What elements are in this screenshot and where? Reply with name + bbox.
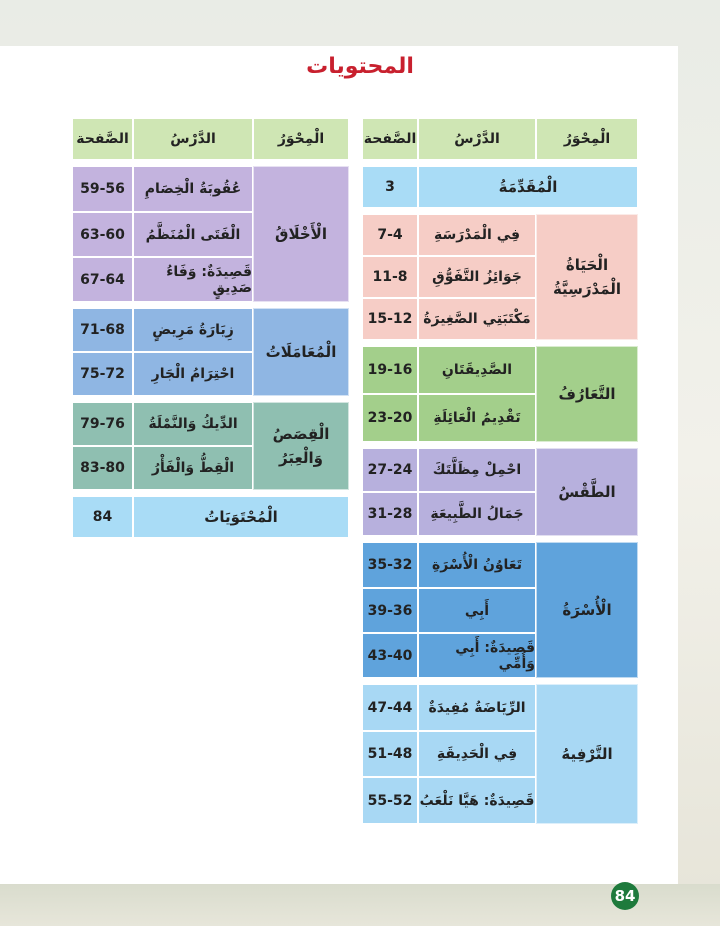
header-axis: الْمِحْوَرُ bbox=[536, 118, 638, 160]
lesson-page: 63-60 bbox=[72, 212, 133, 257]
intro-lesson: الْمُقَدِّمَةُ bbox=[418, 166, 638, 208]
axis-dealings: الْمُعَامَلَاتُ bbox=[253, 308, 349, 396]
lesson-page: 19-16 bbox=[362, 346, 418, 394]
table-header-left bbox=[72, 118, 349, 160]
lesson-title: قَصِيدَةٌ: وَفَاءُ صَدِيقٍ bbox=[133, 257, 253, 302]
lesson-page: 27-24 bbox=[362, 448, 418, 492]
lesson-title: قَصِيدَةٌ: أَبِي وَأُمِّي bbox=[418, 633, 536, 678]
header-lesson: الدَّرْسُ bbox=[418, 118, 536, 160]
group-family bbox=[362, 542, 638, 678]
lesson-title: قَصِيدَةٌ: هَيَّا نَلْعَبُ bbox=[418, 777, 536, 824]
lesson-page: 55-52 bbox=[362, 777, 418, 824]
contents-row[interactable] bbox=[72, 496, 349, 538]
header-page: الصَّفحة bbox=[362, 118, 418, 160]
header-page: الصَّفحة bbox=[72, 118, 133, 160]
table-row[interactable] bbox=[72, 402, 253, 446]
table-row[interactable] bbox=[362, 588, 536, 633]
lesson-page: 43-40 bbox=[362, 633, 418, 678]
lesson-title: تَقْدِيمُ الْعَائِلَةِ bbox=[418, 394, 536, 442]
lesson-title: الصَّدِيقَتَانِ bbox=[418, 346, 536, 394]
lesson-title: الْقِطُّ وَالْفَأْرُ bbox=[133, 446, 253, 490]
group-leisure bbox=[362, 684, 638, 824]
axis-stories: الْقِصَصُ وَالْعِبَرُ bbox=[253, 402, 349, 490]
group-stories bbox=[72, 402, 349, 490]
axis-school-life: الْحَيَاةُ الْمَدْرَسِيَّةُ bbox=[536, 214, 638, 340]
lesson-title: فِي الْحَدِيقَةِ bbox=[418, 731, 536, 777]
lesson-page: 79-76 bbox=[72, 402, 133, 446]
lesson-page: 15-12 bbox=[362, 298, 418, 340]
table-row[interactable] bbox=[362, 346, 536, 394]
lesson-page: 83-80 bbox=[72, 446, 133, 490]
axis-acquaintance: التَّعَارُفُ bbox=[536, 346, 638, 442]
table-row[interactable] bbox=[362, 633, 536, 678]
axis-leisure: التَّرْفِيهُ bbox=[536, 684, 638, 824]
lesson-page: 11-8 bbox=[362, 256, 418, 298]
table-row[interactable] bbox=[362, 256, 536, 298]
page-title: المحتويات bbox=[306, 54, 414, 79]
toc-table-left bbox=[72, 118, 349, 544]
lesson-page: 59-56 bbox=[72, 166, 133, 212]
intro-page: 3 bbox=[362, 166, 418, 208]
lesson-title: احْتِرَامُ الْجَارِ bbox=[133, 352, 253, 396]
lesson-page: 35-32 bbox=[362, 542, 418, 588]
lesson-title: مَكْتَبَتِي الصَّغِيرَةُ bbox=[418, 298, 536, 340]
table-row[interactable] bbox=[362, 394, 536, 442]
table-row[interactable] bbox=[362, 448, 536, 492]
page-number-badge: 84 bbox=[611, 882, 639, 910]
table-row[interactable] bbox=[362, 214, 536, 256]
lesson-title: الْفَتَى الْمُنَظَّمُ bbox=[133, 212, 253, 257]
contents-lesson: الْمُحْتَوَيَاتُ bbox=[133, 496, 349, 538]
contents-page: 84 bbox=[72, 496, 133, 538]
axis-family: الْأُسْرَةُ bbox=[536, 542, 638, 678]
table-row[interactable] bbox=[362, 684, 536, 731]
lesson-page: 75-72 bbox=[72, 352, 133, 396]
table-row[interactable] bbox=[362, 731, 536, 777]
group-acquaintance bbox=[362, 346, 638, 442]
lesson-title: أَبِي bbox=[418, 588, 536, 633]
lesson-page: 51-48 bbox=[362, 731, 418, 777]
lesson-title: جَمَالُ الطَّبِيعَةِ bbox=[418, 492, 536, 536]
lesson-page: 47-44 bbox=[362, 684, 418, 731]
lesson-page: 23-20 bbox=[362, 394, 418, 442]
lesson-page: 31-28 bbox=[362, 492, 418, 536]
table-row[interactable] bbox=[72, 212, 253, 257]
group-dealings bbox=[72, 308, 349, 396]
header-lesson: الدَّرْسُ bbox=[133, 118, 253, 160]
lesson-page: 7-4 bbox=[362, 214, 418, 256]
axis-weather: الطَّقْسُ bbox=[536, 448, 638, 536]
lesson-title: تَعَاوُنُ الْأُسْرَةِ bbox=[418, 542, 536, 588]
table-row[interactable] bbox=[72, 166, 253, 212]
table-header-right bbox=[362, 118, 638, 160]
axis-ethics: الْأَخْلَاقُ bbox=[253, 166, 349, 302]
table-row[interactable] bbox=[72, 308, 253, 352]
lesson-title: زِيَارَةُ مَرِيضٍ bbox=[133, 308, 253, 352]
table-row[interactable] bbox=[72, 352, 253, 396]
table-row[interactable] bbox=[362, 542, 536, 588]
group-ethics bbox=[72, 166, 349, 302]
lesson-title: جَوَائِزُ التَّفَوُّقِ bbox=[418, 256, 536, 298]
table-row[interactable] bbox=[72, 257, 253, 302]
lesson-page: 39-36 bbox=[362, 588, 418, 633]
table-row[interactable] bbox=[362, 298, 536, 340]
lesson-title: الرِّيَاضَةُ مُفِيدَةٌ bbox=[418, 684, 536, 731]
header-axis: الْمِحْوَرُ bbox=[253, 118, 349, 160]
intro-row[interactable] bbox=[362, 166, 638, 208]
lesson-page: 71-68 bbox=[72, 308, 133, 352]
group-weather bbox=[362, 448, 638, 536]
table-row[interactable] bbox=[362, 777, 536, 824]
lesson-page: 67-64 bbox=[72, 257, 133, 302]
lesson-title: عُقُوبَةُ الْخِصَامِ bbox=[133, 166, 253, 212]
lesson-title: فِي الْمَدْرَسَةِ bbox=[418, 214, 536, 256]
toc-table-right bbox=[362, 118, 638, 830]
lesson-title: الدِّيكُ وَالنَّمْلَةُ bbox=[133, 402, 253, 446]
lesson-title: احْمِلْ مِظَلَّتَكَ bbox=[418, 448, 536, 492]
table-row[interactable] bbox=[72, 446, 253, 490]
table-row[interactable] bbox=[362, 492, 536, 536]
group-school-life bbox=[362, 214, 638, 340]
